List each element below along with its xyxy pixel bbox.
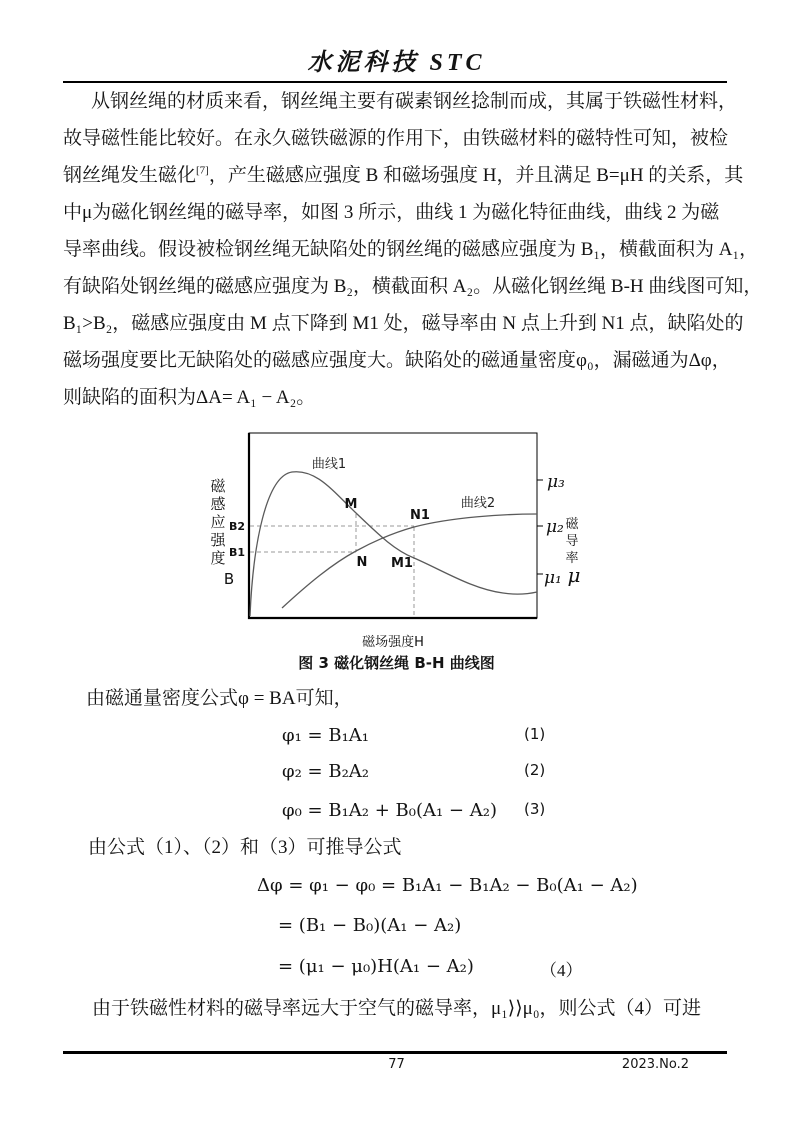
body-line-2: 故导磁性能比较好。在永久磁铁磁源的作用下，由铁磁材料的磁特性可知，被检 — [63, 128, 729, 149]
right-axis-char-1: 磁 — [565, 517, 579, 532]
bh-curve-figure — [200, 423, 600, 658]
derivation-3-expr: = (μ₁ − μ₀)H(A₁ − A₂) — [278, 956, 474, 977]
equation-row-2 — [0, 761, 793, 791]
page-number: 77 — [388, 1057, 405, 1072]
b2-tick-label: B2 — [228, 520, 245, 533]
body-line-8: 磁场强度要比无缺陷处的磁感应强度大。缺陷处的磁通量密度φ₀，漏磁通为Δφ， — [63, 350, 731, 371]
equation-4-number: （4） — [540, 961, 583, 980]
body-line-3-post: ，产生磁感应强度 B 和磁场强度 H，并且满足 B=μH 的关系，其 — [208, 165, 744, 186]
mu1-label: μ₁ — [544, 568, 562, 588]
y-axis-char-4: 强 — [210, 531, 226, 549]
equation-1-expr: φ₁ = B₁A₁ — [282, 725, 370, 746]
body-line-1: 从钢丝绳的材质来看，钢丝绳主要有碳素钢丝捻制而成，其属于铁磁性材料， — [91, 91, 738, 112]
body-line-5: 导率曲线。假设被检钢丝绳无缺陷处的钢丝绳的磁感应强度为 B₁，横截面积为 A₁， — [63, 239, 759, 260]
body-line-9: 则缺陷的面积为ΔA= A₁ − A₂。 — [63, 387, 316, 408]
equation-2-expr: φ₂ = B₂A₂ — [282, 761, 370, 782]
body-line-3-pre: 钢丝绳发生磁化 — [63, 165, 197, 186]
point-m1-label: M1 — [391, 556, 413, 571]
y-axis-char-5: 度 — [210, 549, 226, 567]
issue-label: 2023.No.2 — [621, 1057, 689, 1072]
point-n-label: N — [356, 555, 368, 570]
figure-caption: 图 3 磁化钢丝绳 B-H 曲线图 — [298, 654, 495, 672]
point-n1-label: N1 — [410, 508, 430, 523]
citation-7: [7] — [196, 164, 209, 177]
derivation-2-expr: = (B₁ − B₀)(A₁ − A₂) — [278, 915, 462, 936]
body-line-7: B₁>B₂，磁感应强度由 M 点下降到 M1 处，磁导率由 N 点上升到 N1 点，缺陷处的 — [63, 313, 744, 334]
y-axis-symbol-b: B — [223, 570, 235, 588]
y-axis-char-2: 感 — [210, 495, 226, 513]
curve2-label: 曲线2 — [460, 496, 496, 511]
derive-intro-line: 由公式（1）、（2）和（3）可推导公式 — [88, 837, 402, 858]
derivation-row-2 — [0, 915, 793, 945]
body-line-6: 有缺陷处钢丝绳的磁感应强度为 B₂，横截面积 A₂。从磁化钢丝绳 B-H 曲线图可知， — [63, 276, 763, 297]
footer-rule — [63, 1051, 727, 1054]
derivation-row-1 — [0, 875, 793, 905]
derivation-row-3 — [0, 956, 793, 986]
flux-intro-line: 由磁通量密度公式φ = BA可知， — [86, 688, 353, 709]
mu3-label: μ₃ — [547, 472, 565, 492]
closing-line: 由于铁磁性材料的磁导率远大于空气的磁导率，μ₁⟩⟩μ₀，则公式（4）可进 — [92, 998, 701, 1019]
right-axis-symbol-mu: μ — [567, 563, 581, 587]
derivation-1-expr: Δφ = φ₁ − φ₀ = B₁A₁ − B₁A₂ − B₀(A₁ − A₂) — [257, 875, 638, 896]
equation-3-expr: φ₀ = B₁A₂ + B₀(A₁ − A₂) — [282, 800, 497, 821]
equation-row-1 — [0, 725, 793, 755]
right-axis-char-2: 导 — [565, 534, 579, 549]
journal-title: 水泥科技 STC — [307, 50, 486, 76]
curve1-magnetization — [250, 472, 537, 616]
mu2-label: μ₂ — [546, 517, 564, 537]
y-axis-char-1: 磁 — [210, 477, 226, 495]
body-line-4: 中μ为磁化钢丝绳的磁导率，如图 3 所示，曲线 1 为磁化特征曲线，曲线 2 为磁 — [63, 202, 720, 223]
curve1-label: 曲线1 — [311, 457, 347, 472]
x-axis-label: 磁场强度H — [362, 635, 424, 650]
equation-row-3 — [0, 800, 793, 830]
b1-tick-label: B1 — [228, 546, 245, 559]
point-m-label: M — [344, 497, 358, 512]
right-axis-char-3: 率 — [565, 551, 579, 566]
body-line-3 — [63, 157, 744, 194]
equation-2-number: (2) — [524, 761, 546, 779]
equation-1-number: (1) — [524, 725, 546, 743]
equation-3-number: (3) — [524, 800, 546, 818]
paragraph-1 — [63, 83, 763, 416]
y-axis-char-3: 应 — [210, 513, 226, 531]
